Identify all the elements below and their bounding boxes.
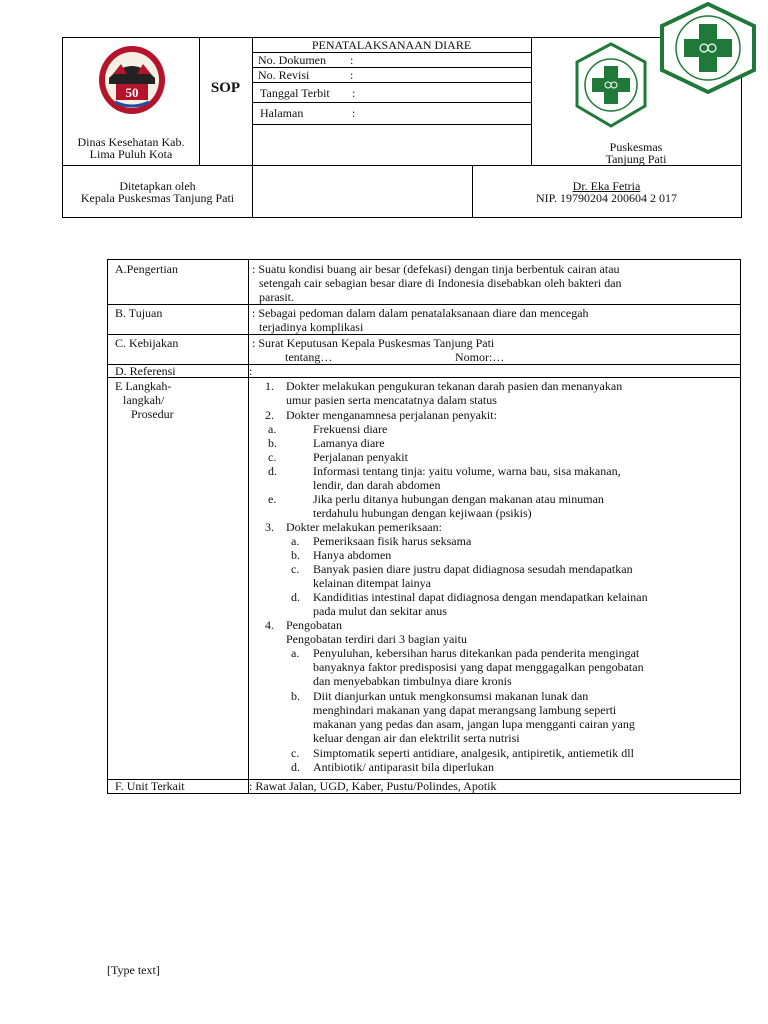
header-row-line: [252, 102, 531, 103]
substep-letter: a.: [291, 534, 300, 548]
field-label-no-dokumen: No. Dokumen: [258, 53, 326, 67]
document-title: PENATALAKSANAAN DIARE: [311, 38, 472, 52]
signer-name: Dr. Eka Fetria: [572, 179, 641, 193]
substep-text: Lamanya diare: [313, 436, 385, 450]
puskesmas-line1: Puskesmas: [609, 140, 663, 154]
row-line: [108, 334, 740, 335]
agency-name-line2: Lima Puluh Kota: [89, 147, 173, 161]
sop-label: SOP: [210, 80, 241, 96]
substep-letter: a.: [268, 422, 277, 436]
label-unit-terkait: F. Unit Terkait: [115, 779, 185, 793]
sop-header-table: [62, 37, 742, 218]
row-line: [108, 364, 740, 365]
substep-letter: d.: [291, 590, 300, 604]
substep-text: Diit dianjurkan untuk mengkonsumsi makanan lunak dan: [313, 689, 589, 703]
substep-letter: b.: [291, 689, 300, 703]
field-sep: :: [350, 53, 354, 67]
substep-letter: b.: [268, 436, 277, 450]
substep-text: menghindari makanan yang dapat merangsang lambung seperti: [313, 703, 617, 717]
substep-text: Kandiditias intestinal dapat didiagnosa dengan mendapatkan kelainan: [313, 590, 648, 604]
substep-text: makanan yang pedas dan asam, jangan lupa mengganti cairan yang: [313, 717, 635, 731]
label-pengertian: A.Pengertian: [115, 262, 178, 276]
substep-text: pada mulut dan sekitar anus: [313, 604, 447, 618]
substep-text: kelainan ditempat lainya: [313, 576, 431, 590]
field-label-no-revisi: No. Revisi: [258, 68, 310, 82]
row-line: [108, 377, 740, 378]
tujuan-text: : Sebagai pedoman dalam dalam penatalaksanaan diare dan mencegah: [252, 306, 589, 320]
step-number: 3.: [265, 520, 274, 534]
field-label-halaman: Halaman: [260, 106, 304, 120]
substep-text: keluar dengan air dan elektrilit serta nutrisi: [313, 731, 520, 745]
substep-text: Pemeriksaan fisik harus seksama: [313, 534, 472, 548]
ditetapkan-line1: Ditetapkan oleh: [119, 179, 196, 193]
tujuan-text: terjadinya komplikasi: [259, 320, 364, 334]
label-tujuan: B. Tujuan: [115, 306, 163, 320]
sop-content-table: [107, 259, 741, 794]
pengertian-text: parasit.: [259, 290, 294, 304]
puskesmas-logo-small: [573, 42, 649, 128]
puskesmas-line2: Tanjung Pati: [605, 152, 667, 166]
substep-text: Jika perlu ditanya hubungan dengan makanan atau minuman: [313, 492, 604, 506]
svg-text:50: 50: [125, 85, 139, 100]
step-text: Dokter melakukan pengukuran tekanan darah pasien dan menanyakan: [286, 379, 623, 393]
substep-text: Simptomatik seperti antidiare, analgesik, antipiretik, antiemetik dll: [313, 746, 634, 760]
substep-text: Antibiotik/ antiparasit bila diperlukan: [313, 760, 494, 774]
substep-text: Frekuensi diare: [313, 422, 388, 436]
field-sep: :: [352, 106, 356, 120]
kebijakan-text: : Surat Keputusan Kepala Puskesmas Tanjung Pati: [252, 336, 495, 350]
field-sep: :: [350, 68, 354, 82]
substep-letter: c.: [291, 746, 300, 760]
substep-text: banyaknya faktor predisposisi yang dapat menggagalkan pengobatan: [313, 660, 644, 674]
step-text: Dokter menganamnesa perjalanan penyakit:: [286, 408, 497, 422]
substep-letter: d.: [291, 760, 300, 774]
referensi-text: :: [249, 364, 253, 378]
step-text: Pengobatan terdiri dari 3 bagian yaitu: [286, 632, 467, 646]
substep-letter: c.: [291, 562, 300, 576]
substep-text: lendir, dan darah abdomen: [313, 478, 441, 492]
substep-text: Hanya abdomen: [313, 548, 392, 562]
substep-text: terdahulu hubungan dengan kejiwaan (psikis): [313, 506, 532, 520]
step-number: 1.: [265, 379, 274, 393]
label-langkah: E Langkah-: [115, 379, 172, 393]
substep-text: dan menyebabkan timbulnya diare kronis: [313, 674, 512, 688]
district-logo: [97, 44, 167, 120]
pengertian-text: : Suatu kondisi buang air besar (defekasi) dengan tinja berbentuk cairan atau: [252, 262, 620, 276]
substep-letter: c.: [268, 450, 277, 464]
row-line: [108, 304, 740, 305]
ditetapkan-line2: Kepala Puskesmas Tanjung Pati: [80, 191, 235, 205]
pengertian-text: setengah cair sebagian besar diare di Indonesia disebabkan oleh bakteri dan: [259, 276, 622, 290]
header-divider: [199, 38, 200, 165]
kebijakan-nomor: Nomor:…: [455, 350, 505, 364]
label-langkah: Prosedur: [131, 407, 174, 421]
footer-placeholder: [Type text]: [107, 963, 160, 977]
step-text: Dokter melakukan pemeriksaan:: [286, 520, 442, 534]
substep-text: Penyuluhan, kebersihan harus ditekankan pada penderita mengingat: [313, 646, 640, 660]
step-text: umur pasien serta mencatatnya dalam status: [286, 393, 497, 407]
agency-name-line1: Dinas Kesehatan Kab.: [77, 135, 185, 149]
header-row-line: [252, 124, 531, 125]
step-number: 4.: [265, 618, 274, 632]
signer-nip: NIP. 19790204 200604 2 017: [535, 191, 677, 205]
substep-text: Informasi tentang tinja: yaitu volume, warna bau, sisa makanan,: [313, 464, 621, 478]
label-langkah: langkah/: [123, 393, 165, 407]
column-divider: [248, 260, 249, 793]
header-divider: [252, 165, 253, 218]
puskesmas-logo-large: [656, 2, 760, 94]
step-number: 2.: [265, 408, 274, 422]
substep-letter: e.: [268, 492, 277, 506]
field-sep: :: [352, 86, 356, 100]
substep-letter: b.: [291, 548, 300, 562]
unit-terkait-text: : Rawat Jalan, UGD, Kaber, Pustu/Polindes, Apotik: [249, 779, 497, 793]
substep-text: Banyak pasien diare justru dapat didiagnosa sesudah mendapatkan: [313, 562, 633, 576]
label-referensi: D. Referensi: [115, 364, 176, 378]
substep-letter: a.: [291, 646, 300, 660]
header-row-line: [252, 82, 531, 83]
label-kebijakan: C. Kebijakan: [115, 336, 179, 350]
substep-letter: d.: [268, 464, 277, 478]
step-text: Pengobatan: [286, 618, 342, 632]
kebijakan-tentang: tentang…: [285, 350, 333, 364]
substep-text: Perjalanan penyakit: [313, 450, 408, 464]
field-label-tanggal-terbit: Tanggal Terbit: [260, 86, 330, 100]
